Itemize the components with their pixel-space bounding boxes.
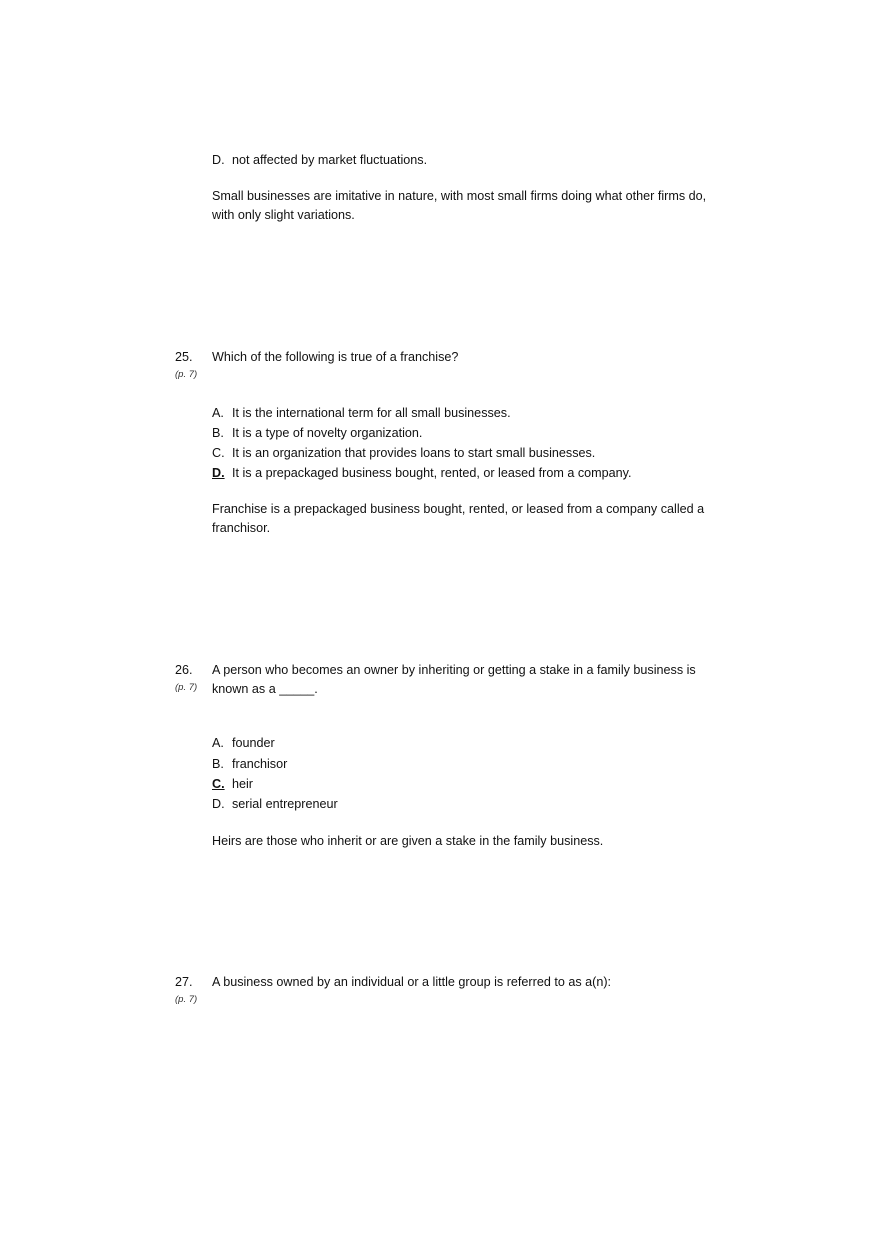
- q26-option-letter: A.: [212, 736, 224, 750]
- q26-option-letter: B.: [212, 757, 224, 771]
- q25-option-b: [212, 426, 422, 440]
- q25-stem: Which of the following is true of a franchise?: [212, 350, 459, 364]
- q26-correct-letter: C.: [212, 777, 225, 791]
- q25-correct-letter: D.: [212, 466, 225, 480]
- q24-option-d: [212, 153, 427, 167]
- q26-page-ref: (p. 7): [175, 682, 198, 693]
- q27-number: 27.: [175, 975, 193, 989]
- q25-option-c: [212, 446, 595, 460]
- q26-option-b: [212, 757, 287, 771]
- q24-option-d-letter: D.: [212, 153, 225, 167]
- q25-option-letter: A.: [212, 406, 224, 420]
- q25-option-text: It is the international term for all small businesses.: [232, 406, 511, 420]
- q26-option-d: [212, 797, 338, 811]
- q24-explanation: Small businesses are imitative in nature, with most small firms doing what other firms do, with only slight variations.: [212, 189, 707, 222]
- q26-option-letter: D.: [212, 797, 225, 811]
- q26-number: 26.: [175, 663, 193, 677]
- q26-explanation: Heirs are those who inherit or are given a stake in the family business.: [212, 834, 604, 848]
- q25-page-ref: (p. 7): [175, 369, 198, 380]
- q25-option-a: [212, 406, 511, 420]
- q25-option-letter: B.: [212, 426, 224, 440]
- q25-option-letter: C.: [212, 446, 225, 460]
- q25-option-text: It is a prepackaged business bought, rented, or leased from a company.: [232, 466, 632, 480]
- q25-option-d-correct: [212, 466, 632, 480]
- q25-option-text: It is an organization that provides loans to start small businesses.: [232, 446, 596, 460]
- q26-option-text: franchisor: [232, 757, 288, 771]
- q27-page-ref: (p. 7): [175, 994, 198, 1005]
- q25-number: 25.: [175, 350, 193, 364]
- q26-option-a: [212, 736, 275, 750]
- q25-option-text: It is a type of novelty organization.: [232, 426, 423, 440]
- q26-stem: A person who becomes an owner by inheriting or getting a stake in a family business is known as a _____.: [212, 663, 696, 696]
- q27-stem: A business owned by an individual or a little group is referred to as a(n):: [212, 975, 612, 989]
- q26-option-text: founder: [232, 736, 275, 750]
- q25-explanation: Franchise is a prepackaged business bought, rented, or leased from a company called a franchisor.: [212, 502, 705, 535]
- q26-option-c-correct: [212, 777, 253, 791]
- q26-option-text: serial entrepreneur: [232, 797, 338, 811]
- q24-option-d-text: not affected by market fluctuations.: [232, 153, 428, 167]
- q26-option-text: heir: [232, 777, 253, 791]
